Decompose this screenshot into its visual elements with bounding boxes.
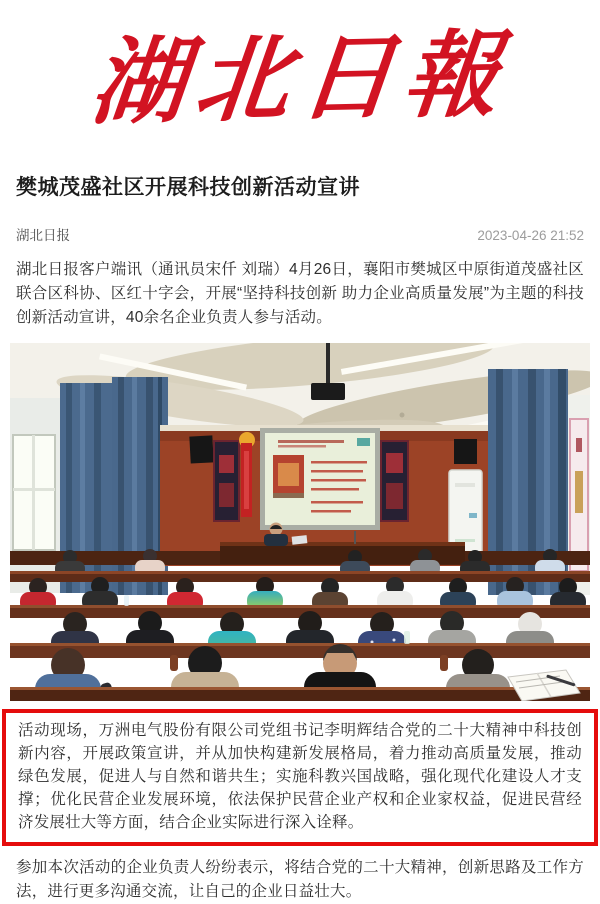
article-date: 2023-04-26 21:52: [477, 228, 584, 243]
highlighted-paragraph-box: [2, 709, 598, 846]
article-title: 樊城茂盛社区开展科技创新活动宣讲: [16, 176, 360, 199]
article-paragraph-3: 参加本次活动的企业负责人纷纷表示，将结合党的二十大精神，创新思路及工作方法，进行更多沟通交流，让自己的企业日益壮大。: [16, 859, 584, 900]
masthead: [0, 0, 600, 162]
photo-projection-screen: [260, 428, 380, 530]
lecture-room-photo: [10, 343, 590, 701]
article-meta: [16, 224, 584, 244]
article-source: 湖北日报: [16, 228, 70, 243]
hubei-daily-logo: 湖北日報: [85, 19, 515, 139]
photo-audience-row-3: [10, 611, 590, 671]
article-paragraph-1: 湖北日报客户端讯（通讯员宋仟 刘瑞）4月26日，襄阳市樊城区中原街道茂盛社区联合区科协、区红十字会，开展“坚持科技创新 助力企业高质量发展”为主题的科技创新活动宣讲，40余名企业负责人参与活动。: [16, 261, 584, 326]
highlighted-paragraph: 活动现场，万洲电气股份有限公司党组书记李明辉结合党的二十大精神中科技创新内容，开展政策宣讲，并从加快构建新发展格局，着力推动高质量发展，推动绿色发展，促进人与自然和谐共生；实施科教兴国战略，强化现代化建设人才支撑；优化民营企业发展环境，依法保护民营企业产权和企业家权益，促进民营经济发展壮大等方面，结合企业实际进行深入诠释。: [18, 722, 582, 831]
article-content: [0, 174, 600, 330]
article-photo: [10, 343, 590, 701]
